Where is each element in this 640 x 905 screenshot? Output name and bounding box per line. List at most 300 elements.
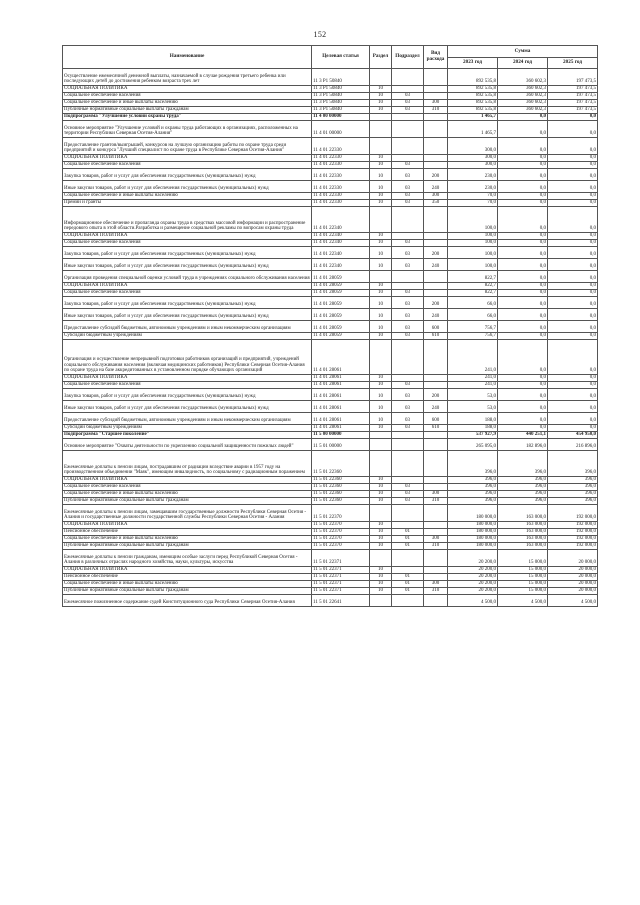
table-row [63,491,598,498]
row-name: Иные закупки товаров, работ и услуг для обеспечения государственных (муниципальных) нужд [63,181,312,193]
row-sum-2024: 440 251,1 [498,432,548,439]
row-expense-type: 600 [424,321,448,333]
row-target-article: 11 4 01 28061 [312,389,370,401]
row-expense-type: 310 [424,498,448,505]
row-target-article: 11 4 01 22330 [312,200,370,207]
row-name: Социальное обеспечение населения [63,93,312,100]
row-subsection [392,595,424,607]
row-subsection: 03 [392,498,424,505]
row-expense-type [424,484,448,491]
row-sum-2025: 0,0 [548,193,598,200]
row-target-article: 11 4 00 00000 [312,114,370,121]
table-row [63,297,598,309]
table-row [63,233,598,240]
row-section: 10 [370,567,392,574]
row-expense-type [424,138,448,155]
row-sum-2025: 192 000,0 [548,536,598,543]
table-row [63,498,598,505]
table-row [63,340,598,375]
row-subsection: 03 [392,321,424,333]
table-row [63,93,598,100]
row-sum-2023: 230,0 [448,181,498,193]
row-section: 10 [370,484,392,491]
table-row [63,240,598,247]
row-section [370,340,392,375]
row-sum-2023: 756,7 [448,321,498,333]
row-target-article: 11 5 01 22360 [312,498,370,505]
row-subsection [392,477,424,484]
row-name: СОЦИАЛЬНАЯ ПОЛИТИКА [63,155,312,162]
row-sum-2023: 100,0 [448,240,498,247]
row-subsection: 03 [392,247,424,259]
row-sum-2024: 360 602,3 [498,69,548,86]
row-target-article: 11 5 00 00000 [312,432,370,439]
row-sum-2025: 0,0 [548,169,598,181]
row-sum-2023: 300,0 [448,138,498,155]
row-name: Пенсионное обеспечение [63,574,312,581]
row-section: 10 [370,290,392,297]
table-row [63,283,598,290]
row-section: 10 [370,309,392,321]
row-expense-type: 200 [424,247,448,259]
row-sum-2023: 20 200,0 [448,588,498,595]
row-target-article: 11 4 01 22340 [312,233,370,240]
row-subsection [392,550,424,567]
row-subsection: 01 [392,536,424,543]
row-name: СОЦИАЛЬНАЯ ПОЛИТИКА [63,86,312,93]
table-row [63,100,598,107]
row-sum-2023: 241,0 [448,340,498,375]
row-name: Иные закупки товаров, работ и услуг для обеспечения государственных (муниципальных) нужд [63,309,312,321]
row-sum-2024: 0,0 [498,200,548,207]
row-section: 10 [370,382,392,389]
header-expense-type: Вид расхода [424,46,448,69]
row-subsection [392,233,424,240]
row-name: Социальное обеспечение населения [63,162,312,169]
row-sum-2024: 0,0 [498,425,548,432]
table-row [63,271,598,283]
row-target-article: 11 4 01 28061 [312,401,370,413]
row-sum-2023: 892 535,8 [448,69,498,86]
row-expense-type: 300 [424,100,448,107]
table-row [63,543,598,550]
row-name: Иные закупки товаров, работ и услуг для обеспечения государственных (муниципальных) нужд [63,259,312,271]
row-section: 10 [370,498,392,505]
table-row [63,382,598,389]
row-sum-2025: 197 473,5 [548,69,598,86]
row-sum-2024: 4 500,0 [498,595,548,607]
row-target-article: 11 5 01 22371 [312,550,370,567]
row-sum-2024: 360 602,3 [498,93,548,100]
row-sum-2024: 396,0 [498,484,548,491]
row-subsection: 03 [392,200,424,207]
row-subsection [392,432,424,439]
row-expense-type [424,155,448,162]
row-sum-2025: 396,0 [548,451,598,477]
row-sum-2025: 20 000,0 [548,581,598,588]
row-sum-2023: 396,0 [448,484,498,491]
row-sum-2025: 396,0 [548,477,598,484]
row-subsection: 03 [392,162,424,169]
row-section [370,121,392,138]
row-section: 10 [370,413,392,425]
row-target-article: 11 4 01 22340 [312,259,370,271]
row-expense-type: 240 [424,401,448,413]
row-name: Организация проведения специальной оценки условий труда в учреждениях социального обслуживания населения [63,271,312,283]
row-sum-2023: 822,7 [448,271,498,283]
row-sum-2023: 300,0 [448,162,498,169]
row-sum-2023: 892 535,8 [448,86,498,93]
row-expense-type [424,529,448,536]
row-expense-type: 240 [424,259,448,271]
row-expense-type [424,86,448,93]
row-sum-2023: 892 535,8 [448,93,498,100]
row-name: Премии и гранты [63,200,312,207]
row-target-article: 11 4 01 22330 [312,138,370,155]
row-expense-type [424,114,448,121]
row-section: 10 [370,543,392,550]
table-row [63,247,598,259]
row-sum-2023: 66,0 [448,297,498,309]
row-sum-2023: 70,0 [448,193,498,200]
row-name: Закупка товаров, работ и услуг для обеспечения государственных (муниципальных) нужд [63,389,312,401]
header-section: Раздел [370,46,392,69]
row-sum-2024: 396,0 [498,451,548,477]
row-sum-2024: 0,0 [498,333,548,340]
table-row [63,425,598,432]
row-subsection: 03 [392,107,424,114]
row-sum-2023: 180 000,0 [448,522,498,529]
row-name: СОЦИАЛЬНАЯ ПОЛИТИКА [63,233,312,240]
table-row [63,162,598,169]
row-sum-2023: 66,0 [448,309,498,321]
row-target-article: 11 5 01 22360 [312,451,370,477]
row-section [370,439,392,451]
row-sum-2025: 0,0 [548,297,598,309]
row-sum-2025: 0,0 [548,283,598,290]
row-sum-2024: 0,0 [498,401,548,413]
row-section: 10 [370,333,392,340]
table-row [63,389,598,401]
row-name: Организация и осуществление непрерывной подготовки работников организаций и предприятий, учреждений социального обслуживания населения (включая медицинских работников) Республики Северная Осетия-Алания по охране труда на базе аккредитованных в установленном порядке обучающих организаций [63,340,312,375]
row-expense-type [424,162,448,169]
row-sum-2023: 822,7 [448,283,498,290]
table-row [63,413,598,425]
row-sum-2025: 0,0 [548,389,598,401]
row-sum-2025: 20 000,0 [548,588,598,595]
row-section: 10 [370,522,392,529]
row-subsection [392,69,424,86]
row-name: Социальное обеспечение и иные выплаты населению [63,536,312,543]
row-expense-type: 240 [424,181,448,193]
row-subsection: 03 [392,413,424,425]
row-section: 10 [370,240,392,247]
row-sum-2025: 197 473,5 [548,86,598,93]
row-expense-type [424,233,448,240]
row-name: Публичные нормативные социальные выплаты гражданам [63,543,312,550]
row-sum-2023: 396,0 [448,477,498,484]
row-name: Предоставление грантов/выигрышей, конкурсов на лучшую организацию работы по охране труда среди предприятий и конкурса "Лучший специалист по охране труда в Республике Северная Осетия-Алания" [63,138,312,155]
row-subsection [392,271,424,283]
row-sum-2024: 15 000,0 [498,567,548,574]
row-target-article: 11 4 01 28059 [312,321,370,333]
row-expense-type [424,240,448,247]
row-subsection: 03 [392,290,424,297]
row-sum-2024: 396,0 [498,491,548,498]
row-sum-2025: 20 000,0 [548,567,598,574]
row-name: Субсидии бюджетным учреждениям [63,333,312,340]
row-expense-type [424,93,448,100]
row-sum-2023: 265 095,0 [448,439,498,451]
row-sum-2024: 163 000,0 [498,529,548,536]
table-body [63,69,598,607]
row-subsection: 03 [392,93,424,100]
row-subsection [392,138,424,155]
row-sum-2023: 1 465,7 [448,121,498,138]
row-expense-type [424,69,448,86]
row-sum-2024: 0,0 [498,121,548,138]
row-target-article: 11 4 01 22340 [312,240,370,247]
row-subsection: 03 [392,491,424,498]
row-subsection: 03 [392,401,424,413]
row-section: 10 [370,155,392,162]
row-sum-2023: 100,0 [448,259,498,271]
row-target-article: 11 4 01 28061 [312,375,370,382]
row-section [370,114,392,121]
row-target-article: 11 4 01 22330 [312,155,370,162]
row-expense-type: 200 [424,389,448,401]
row-sum-2024: 15 000,0 [498,588,548,595]
row-section: 10 [370,162,392,169]
table-row [63,529,598,536]
row-section: 10 [370,389,392,401]
row-sum-2024: 0,0 [498,162,548,169]
row-sum-2024: 0,0 [498,193,548,200]
row-expense-type: 600 [424,413,448,425]
row-sum-2024: 0,0 [498,340,548,375]
row-target-article: 11 3 P1 50840 [312,107,370,114]
row-target-article: 11 4 01 22330 [312,169,370,181]
header-sum: Сумма [448,46,598,58]
row-section: 10 [370,401,392,413]
row-section [370,550,392,567]
row-sum-2024: 0,0 [498,155,548,162]
row-expense-type [424,382,448,389]
table-row [63,107,598,114]
row-name: Закупка товаров, работ и услуг для обеспечения государственных (муниципальных) нужд [63,247,312,259]
row-sum-2024: 163 000,0 [498,536,548,543]
row-name: СОЦИАЛЬНАЯ ПОЛИТИКА [63,522,312,529]
row-sum-2024: 0,0 [498,297,548,309]
row-subsection: 03 [392,425,424,432]
row-target-article: 11 4 01 28059 [312,333,370,340]
row-expense-type [424,290,448,297]
row-section: 10 [370,529,392,536]
row-sum-2025: 0,0 [548,138,598,155]
row-target-article: 11 5 01 22371 [312,567,370,574]
row-target-article: 11 4 01 28059 [312,271,370,283]
row-sum-2023: 396,0 [448,491,498,498]
table-row [63,581,598,588]
table-row [63,114,598,121]
row-subsection: 03 [392,193,424,200]
row-section [370,138,392,155]
row-sum-2024: 0,0 [498,240,548,247]
row-section: 10 [370,247,392,259]
table-row [63,432,598,439]
row-sum-2023: 537 927,9 [448,432,498,439]
row-expense-type: 240 [424,309,448,321]
row-expense-type [424,505,448,522]
table-header [63,46,598,69]
row-target-article: 11 4 01 28059 [312,283,370,290]
row-sum-2025: 0,0 [548,271,598,283]
row-expense-type: 310 [424,543,448,550]
row-name: Подпрограмма "Улучшение условий охраны труда" [63,114,312,121]
row-subsection: 01 [392,529,424,536]
row-name: Предоставление субсидий бюджетным, автономным учреждениям и иным некоммерческим организациям [63,413,312,425]
row-subsection [392,340,424,375]
row-name: Ежемесячные доплаты к пенсии лицам, пострадавшим от радиации вследствие аварии в 1957 году на производственном объединении "Маяк", имеющим инвалидность, по социальному с радиационным поражением [63,451,312,477]
table-row [63,477,598,484]
table-row [63,439,598,451]
table-row [63,522,598,529]
row-sum-2023: 100,0 [448,233,498,240]
row-sum-2023: 20 200,0 [448,567,498,574]
row-target-article: 11 4 01 22340 [312,207,370,233]
row-sum-2023: 53,0 [448,401,498,413]
row-expense-type [424,375,448,382]
row-subsection [392,114,424,121]
row-expense-type: 200 [424,169,448,181]
row-sum-2025: 0,0 [548,259,598,271]
table-row [63,375,598,382]
row-sum-2024: 360 602,3 [498,107,548,114]
row-name: Закупка товаров, работ и услуг для обеспечения государственных (муниципальных) нужд [63,297,312,309]
table-row [63,169,598,181]
row-sum-2023: 180 000,0 [448,543,498,550]
table-row [63,550,598,567]
row-sum-2024: 0,0 [498,169,548,181]
row-expense-type [424,439,448,451]
row-sum-2025: 20 000,0 [548,550,598,567]
row-subsection [392,451,424,477]
row-sum-2024: 15 000,0 [498,550,548,567]
row-expense-type [424,121,448,138]
row-name: Пенсионное обеспечение [63,529,312,536]
row-name: Предоставление субсидий бюджетным, автономным учреждениям и иным некоммерческим организациям [63,321,312,333]
row-subsection: 03 [392,240,424,247]
row-sum-2025: 396,0 [548,491,598,498]
row-expense-type: 300 [424,193,448,200]
row-subsection [392,439,424,451]
table-row [63,321,598,333]
row-target-article: 11 4 01 22340 [312,247,370,259]
row-subsection: 03 [392,382,424,389]
table-row [63,574,598,581]
table-row [63,69,598,86]
row-expense-type [424,271,448,283]
row-sum-2025: 0,0 [548,121,598,138]
row-sum-2025: 0,0 [548,207,598,233]
row-sum-2025: 192 000,0 [548,529,598,536]
row-sum-2023: 230,0 [448,169,498,181]
row-subsection [392,155,424,162]
row-section: 10 [370,321,392,333]
row-section: 10 [370,86,392,93]
row-section [370,451,392,477]
row-target-article: 11 4 01 28061 [312,382,370,389]
row-sum-2023: 180 000,0 [448,505,498,522]
row-target-article: 11 4 01 00000 [312,121,370,138]
row-target-article: 11 5 01 22370 [312,536,370,543]
table-row [63,595,598,607]
table-row [63,259,598,271]
row-subsection: 03 [392,333,424,340]
row-sum-2024: 360 602,3 [498,100,548,107]
row-subsection [392,567,424,574]
row-subsection [392,283,424,290]
row-section: 10 [370,588,392,595]
table-row [63,567,598,574]
row-subsection [392,375,424,382]
row-sum-2023: 70,0 [448,200,498,207]
row-sum-2025: 4 500,0 [548,595,598,607]
header-year-2023: 2023 год [448,58,498,69]
row-sum-2023: 396,0 [448,451,498,477]
row-section: 10 [370,233,392,240]
row-sum-2025: 192 000,0 [548,505,598,522]
row-sum-2023: 188,0 [448,425,498,432]
row-expense-type [424,451,448,477]
row-name: Ежемесячное пожизненное содержание судей Конституционного суда Республики Северная Осетия-Алания [63,595,312,607]
row-section: 10 [370,107,392,114]
row-sum-2025: 0,0 [548,309,598,321]
row-subsection [392,522,424,529]
row-sum-2025: 0,0 [548,162,598,169]
row-sum-2023: 20 200,0 [448,581,498,588]
row-name: Основное мероприятие "Улучшение условий и охраны труда работающих в организациях, расположенных на территории Республики Северная Осетия-Алания" [63,121,312,138]
row-sum-2025: 396,0 [548,484,598,491]
row-sum-2023: 892 535,8 [448,107,498,114]
row-name: Информационное обеспечение и пропаганда охраны труда в средствах массовой информации и распространение передового опыта в этой области.Разработка и размещение социальной рекламы по вопросам охраны труда [63,207,312,233]
row-section: 10 [370,491,392,498]
row-sum-2025: 396,0 [548,498,598,505]
row-sum-2025: 0,0 [548,382,598,389]
row-target-article: 11 5 01 22370 [312,505,370,522]
row-expense-type: 310 [424,107,448,114]
row-sum-2024: 15 000,0 [498,574,548,581]
page-number: 152 [313,30,327,39]
row-expense-type: 300 [424,536,448,543]
row-target-article: 11 4 01 28061 [312,413,370,425]
row-name: Публичные нормативные социальные выплаты гражданам [63,588,312,595]
row-name: Социальное обеспечение и иные выплаты населению [63,491,312,498]
row-target-article: 11 3 P1 50840 [312,93,370,100]
row-sum-2023: 180 000,0 [448,529,498,536]
row-sum-2023: 892 535,8 [448,100,498,107]
table-row [63,333,598,340]
row-sum-2025: 0,0 [548,413,598,425]
row-sum-2023: 188,0 [448,413,498,425]
row-subsection: 03 [392,259,424,271]
row-section: 10 [370,259,392,271]
table-row [63,138,598,155]
row-subsection: 03 [392,181,424,193]
row-section: 10 [370,93,392,100]
row-target-article: 11 4 01 28059 [312,297,370,309]
row-target-article: 11 4 01 28061 [312,425,370,432]
